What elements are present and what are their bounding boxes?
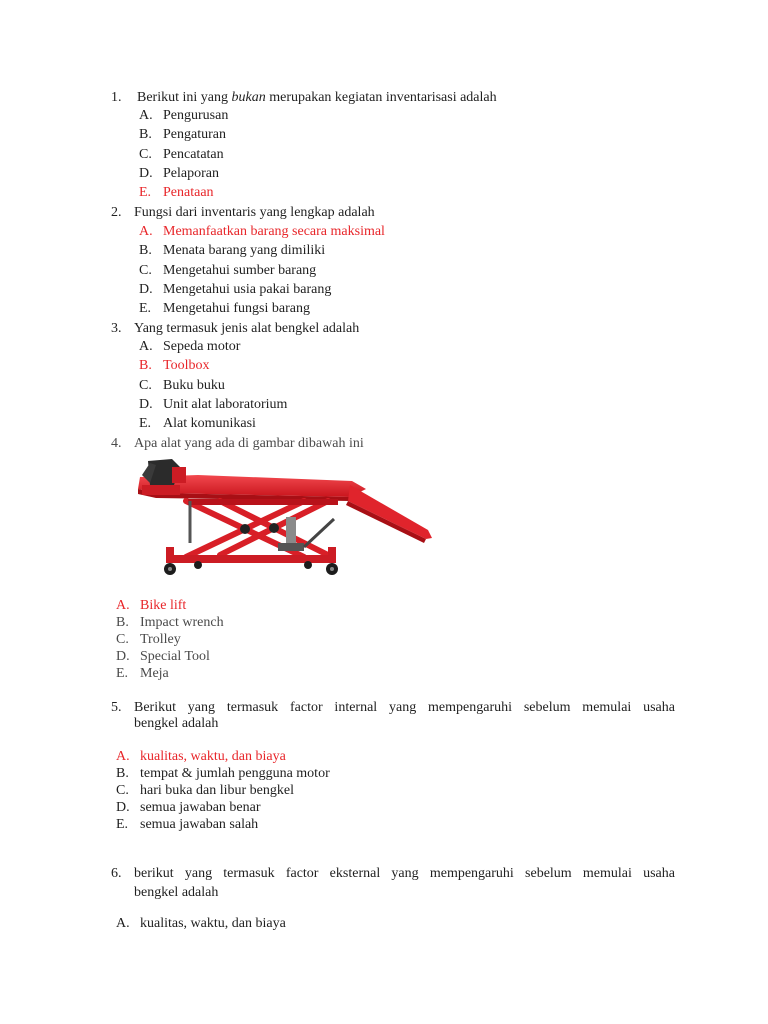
question-number: 4. xyxy=(111,436,122,451)
option-text: kualitas, waktu, dan biaya xyxy=(140,749,286,764)
option-text: Pengaturan xyxy=(163,127,226,143)
question-stem-line-2: bengkel adalah xyxy=(134,716,219,731)
option-letter: D. xyxy=(116,800,130,815)
option-letter: D. xyxy=(139,281,153,297)
question-number: 3. xyxy=(111,321,122,336)
option-text: Memanfaatkan barang secara maksimal xyxy=(163,224,385,239)
option-text: hari buka dan libur bengkel xyxy=(140,783,294,798)
option-text: Mengetahui sumber barang xyxy=(163,262,317,278)
option-letter: E. xyxy=(139,301,152,317)
option-text: Special Tool xyxy=(140,649,210,664)
option-letter: E. xyxy=(139,185,152,201)
question-5 xyxy=(111,698,678,736)
option-text: semua jawaban salah xyxy=(140,817,259,832)
option-letter: E. xyxy=(116,666,129,681)
option-text: Mengetahui usia pakai barang xyxy=(163,281,332,297)
option-text: Trolley xyxy=(140,632,181,647)
option-letter: E. xyxy=(139,416,152,432)
option-letter: A. xyxy=(139,339,153,354)
option-letter: B. xyxy=(116,615,129,630)
option-letter: C. xyxy=(139,377,152,393)
option-letter: B. xyxy=(116,766,129,781)
option-letter: B. xyxy=(139,358,152,374)
question-stem-line-1: berikut yang termasuk factor eksternal yang mempengaruhi sebelum memulai usaha xyxy=(134,866,675,881)
option-text: kualitas, waktu, dan biaya xyxy=(140,916,286,931)
option-letter: E. xyxy=(116,817,129,832)
option-text: Toolbox xyxy=(163,358,210,374)
motorcycle-lift-icon xyxy=(128,455,438,580)
option-letter: B. xyxy=(139,243,152,259)
option-letter: D. xyxy=(139,396,153,412)
option-text: tempat & jumlah pengguna motor xyxy=(140,766,330,781)
question-3 xyxy=(111,319,671,338)
question-stem-line-2: bengkel adalah xyxy=(134,885,219,900)
question-stem: Yang termasuk jenis alat bengkel adalah xyxy=(134,321,360,336)
question-number: 5. xyxy=(111,700,122,715)
question-stem-line-1: Berikut yang termasuk factor internal yang mempengaruhi sebelum memulai usaha xyxy=(134,700,675,715)
option-letter: A. xyxy=(116,916,130,931)
option-text: Pelaporan xyxy=(163,165,219,181)
option-letter: A. xyxy=(116,749,130,764)
question-2 xyxy=(111,203,671,222)
question-4 xyxy=(111,434,671,453)
question-number: 2. xyxy=(111,205,122,220)
option-text: Pengurusan xyxy=(163,108,229,123)
option-text: Meja xyxy=(140,666,169,681)
option-letter: A. xyxy=(116,598,130,613)
option-letter: B. xyxy=(139,127,152,143)
option-text: Buku buku xyxy=(163,377,225,393)
option-text: Menata barang yang dimiliki xyxy=(163,243,326,259)
question-stem: Fungsi dari inventaris yang lengkap adalah xyxy=(134,205,375,220)
option-letter: C. xyxy=(139,146,152,162)
option-text: semua jawaban benar xyxy=(140,800,261,815)
option-text: Mengetahui fungsi barang xyxy=(163,301,310,317)
option-text: Bike lift xyxy=(140,598,187,613)
option-text: Unit alat laboratorium xyxy=(163,396,288,412)
option-text: Pencatatan xyxy=(163,146,224,162)
option-text: Penataan xyxy=(163,185,214,201)
option-letter: A. xyxy=(139,108,153,123)
option-letter: C. xyxy=(116,783,129,798)
option-letter: D. xyxy=(139,165,153,181)
question-1 xyxy=(111,88,671,107)
option-letter: C. xyxy=(116,632,129,647)
question-stem: Berikut ini yang bukan merupakan kegiatan inventarisasi adalah xyxy=(137,90,497,105)
emphasis-text: bukan xyxy=(231,90,266,105)
question-stem: Apa alat yang ada di gambar dibawah ini xyxy=(134,436,364,451)
option-text: Sepeda motor xyxy=(163,339,241,354)
option-letter: A. xyxy=(139,224,153,239)
option-letter: D. xyxy=(116,649,130,664)
question-number: 6. xyxy=(111,866,122,881)
question-6 xyxy=(111,864,678,902)
option-text: Alat komunikasi xyxy=(163,416,256,432)
option-letter: C. xyxy=(139,262,152,278)
option-text: Impact wrench xyxy=(140,615,224,630)
question-number: 1. xyxy=(111,90,122,105)
